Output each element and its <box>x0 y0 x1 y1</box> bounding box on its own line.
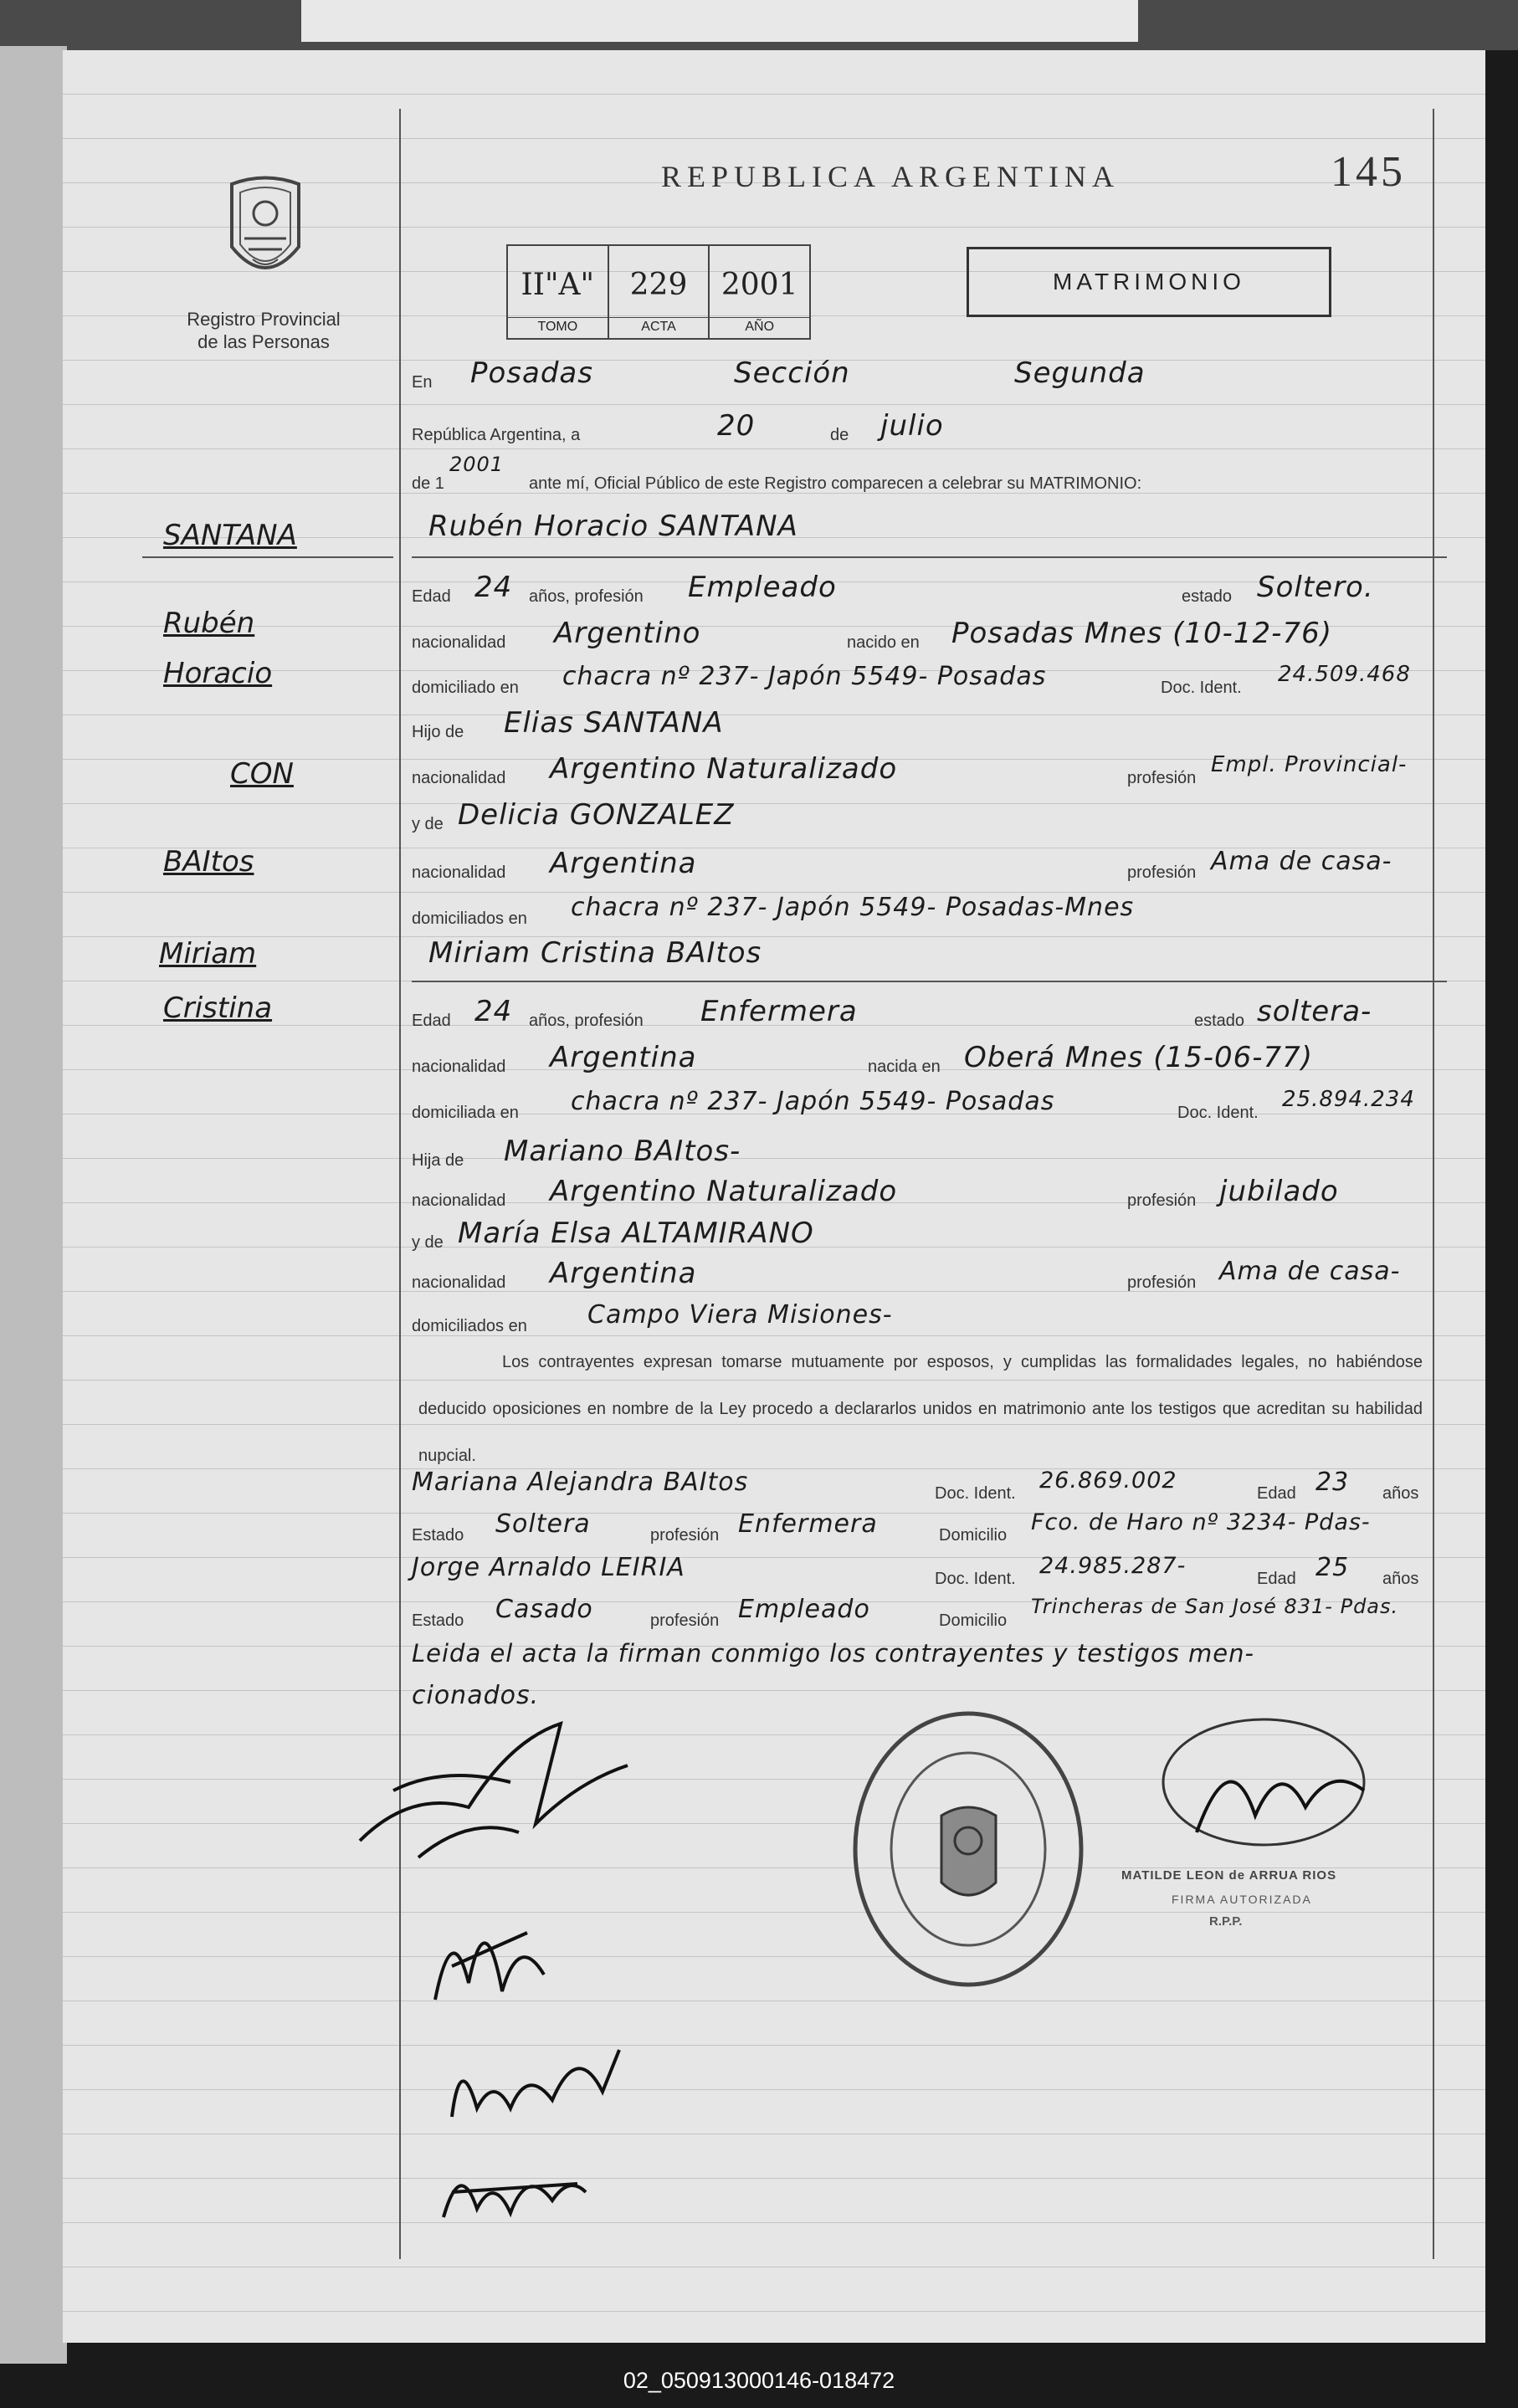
label-nacionalidad: nacionalidad <box>412 863 506 882</box>
groom-address: chacra nº 237- Japón 5549- Posadas <box>562 662 1047 691</box>
label-estado: Estado <box>412 1526 464 1545</box>
margin-conjunction: CON <box>230 757 294 791</box>
groom-father: Elias SANTANA <box>504 706 724 740</box>
witness1-doc: 26.869.002 <box>1039 1468 1177 1493</box>
signature-groom <box>343 1690 644 1874</box>
acta-reference-box <box>506 244 811 340</box>
witness2-address: Trincheras de San José 831- Pdas. <box>1031 1595 1399 1618</box>
label-nacionalidad: nacionalidad <box>412 1191 506 1210</box>
groom-mother-profession: Ama de casa- <box>1211 847 1392 876</box>
margin-groom-surname: SANTANA <box>163 519 297 552</box>
label-edad: Edad <box>412 587 451 606</box>
witness1-profession: Enfermera <box>738 1509 878 1539</box>
document-id: 02_050913000146-018472 <box>623 2368 895 2393</box>
margin-bride-first-name: Miriam <box>159 937 257 971</box>
label-en: En <box>412 373 433 392</box>
registry-stamp-icon <box>849 1707 1088 1991</box>
witness2-status: Casado <box>495 1595 593 1624</box>
day-value: 20 <box>717 409 756 443</box>
separator <box>412 981 1447 982</box>
row-bride-nationality <box>412 1041 1447 1088</box>
margin-rule <box>142 556 393 558</box>
row-witness2-details <box>412 1595 1447 1642</box>
bride-father-profession: jubilado <box>1219 1175 1339 1208</box>
groom-name: Rubén Horacio SANTANA <box>428 510 798 543</box>
label-doc: Doc. Ident. <box>1161 679 1242 697</box>
label-doc: Doc. Ident. <box>935 1484 1016 1503</box>
bride-mother-nationality: Argentina <box>550 1257 697 1290</box>
label-profesion: profesión <box>650 1526 720 1545</box>
bride-address: chacra nº 237- Japón 5549- Posadas <box>571 1087 1055 1116</box>
groom-mother: Delicia GONZALEZ <box>458 798 735 832</box>
row-groom-parents-address <box>412 893 1447 940</box>
acta-cell <box>609 246 710 338</box>
label-domiciliados: domiciliados en <box>412 1317 527 1335</box>
section-value: Segunda <box>1014 356 1146 390</box>
label-y-de: y de <box>412 1233 444 1252</box>
city-value: Posadas <box>470 356 593 390</box>
anio-cell <box>710 246 809 338</box>
label-nacionalidad: nacionalidad <box>412 1058 506 1076</box>
label-estado: Estado <box>412 1611 464 1630</box>
official-dept: R.P.P. <box>1209 1914 1243 1929</box>
row-bride-father-nat <box>412 1175 1447 1222</box>
row-groom-age <box>412 571 1447 617</box>
row-groom-mother-nat <box>412 847 1447 894</box>
witness1-address: Fco. de Haro nº 3234- Pdas- <box>1031 1509 1371 1535</box>
label-hijo: Hijo de <box>412 723 464 741</box>
tomo-cell <box>508 246 609 338</box>
witness2-age: 25 <box>1315 1553 1350 1582</box>
bride-father-nationality: Argentino Naturalizado <box>550 1175 898 1208</box>
tomo-value: II"A" <box>521 268 595 302</box>
label-domicilio: domiciliado en <box>412 679 519 697</box>
anio-label: AÑO <box>710 317 809 335</box>
bride-age: 24 <box>474 995 513 1028</box>
row-groom-name <box>412 510 1447 556</box>
label-de: de <box>830 426 849 444</box>
label-de-year: de 1 <box>412 474 444 493</box>
label-profesion: profesión <box>1127 769 1197 787</box>
year-value: 2001 <box>449 453 505 476</box>
closing-text-1: Leida el acta la firman conmigo los contrayentes y testigos men- <box>412 1639 1254 1668</box>
signature-witness2 <box>427 2142 594 2234</box>
witness1-status: Soltera <box>495 1509 591 1539</box>
groom-age: 24 <box>474 571 513 604</box>
row-closing-1 <box>412 1639 1447 1686</box>
label-profesion: profesión <box>650 1611 720 1630</box>
bride-name: Miriam Cristina BAItos <box>428 936 762 970</box>
label-y-de: y de <box>412 815 444 833</box>
official-role: FIRMA AUTORIZADA <box>1172 1893 1312 1906</box>
label-nacido: nacido en <box>847 633 920 652</box>
witness2-profession: Empleado <box>738 1595 870 1624</box>
label-estado: estado <box>1182 587 1233 606</box>
bride-birthplace: Oberá Mnes (15-06-77) <box>964 1041 1314 1074</box>
closing-text-2: cionados. <box>412 1681 540 1710</box>
label-edad: Edad <box>412 1012 451 1030</box>
label-anios: años <box>1382 1484 1419 1503</box>
groom-father-nationality: Argentino Naturalizado <box>550 752 898 786</box>
page-number: 145 <box>1331 148 1406 196</box>
previous-page-edge <box>301 0 1138 42</box>
label-republica: República Argentina, a <box>412 426 581 444</box>
row-witness1-name <box>412 1468 1447 1514</box>
intro-text: ante mí, Oficial Público de este Registro comparecen a celebrar su MATRIMONIO: <box>529 474 1142 493</box>
label-profesion: profesión <box>1127 1273 1197 1292</box>
separator <box>412 556 1447 558</box>
row-date <box>412 409 1447 456</box>
row-location <box>412 356 1447 403</box>
row-intro <box>412 453 1447 505</box>
row-groom-nationality <box>412 617 1447 663</box>
bride-mother: María Elsa ALTAMIRANO <box>458 1217 814 1250</box>
tomo-label: TOMO <box>508 317 608 335</box>
row-bride-mother-nat <box>412 1257 1447 1304</box>
row-groom-father-nat <box>412 752 1447 799</box>
label-doc: Doc. Ident. <box>1177 1104 1259 1122</box>
label-domicilio: domiciliada en <box>412 1104 519 1122</box>
groom-nationality: Argentino <box>554 617 701 650</box>
label-nacionalidad: nacionalidad <box>412 769 506 787</box>
groom-parents-address: chacra nº 237- Japón 5549- Posadas-Mnes <box>571 893 1135 922</box>
label-nacida: nacida en <box>868 1058 941 1076</box>
groom-doc: 24.509.468 <box>1278 662 1411 687</box>
groom-profession: Empleado <box>688 571 837 604</box>
registry-seal-icon <box>219 176 311 289</box>
anio-value: 2001 <box>721 268 798 302</box>
label-doc: Doc. Ident. <box>935 1570 1016 1588</box>
label-anios: años <box>1382 1570 1419 1588</box>
label-domiciliados: domiciliados en <box>412 909 527 928</box>
label-edad: Edad <box>1257 1484 1296 1503</box>
groom-birthplace: Posadas Mnes (10-12-76) <box>951 617 1332 650</box>
row-witness1-details <box>412 1509 1447 1556</box>
margin-groom-first-name: Rubén <box>163 607 255 640</box>
row-bride-age <box>412 995 1447 1042</box>
label-anios-profesion: años, profesión <box>529 1012 644 1030</box>
row-witness2-name <box>412 1553 1447 1600</box>
official-name: MATILDE LEON de ARRUA RIOS <box>1121 1868 1337 1883</box>
margin-groom-middle-name: Horacio <box>163 657 273 690</box>
label-profesion: profesión <box>1127 1191 1197 1210</box>
witness1-age: 23 <box>1315 1468 1350 1497</box>
bride-mother-profession: Ama de casa- <box>1219 1257 1401 1286</box>
label-domicilio: Domicilio <box>939 1611 1008 1630</box>
label-hija: Hija de <box>412 1151 464 1170</box>
label-edad: Edad <box>1257 1570 1296 1588</box>
groom-father-profession: Empl. Provincial- <box>1211 752 1408 777</box>
bride-nationality: Argentina <box>550 1041 697 1074</box>
row-groom-address <box>412 662 1447 709</box>
groom-mother-nationality: Argentina <box>550 847 697 880</box>
bride-father: Mariano BAItos- <box>504 1135 741 1168</box>
label-profesion: profesión <box>1127 863 1197 882</box>
label-anios-profesion: años, profesión <box>529 587 644 606</box>
acta-value: 229 <box>629 268 688 302</box>
signature-bride <box>418 1883 569 2016</box>
label-nacionalidad: nacionalidad <box>412 1273 506 1292</box>
label-domicilio: Domicilio <box>939 1526 1008 1545</box>
record-type-box: MATRIMONIO <box>967 247 1331 317</box>
label-nacionalidad: nacionalidad <box>412 633 506 652</box>
book-binding-edge <box>0 46 67 2364</box>
bride-doc: 25.894.234 <box>1282 1087 1415 1112</box>
margin-bride-surname: BAItos <box>163 845 254 879</box>
section-word: Sección <box>734 356 850 390</box>
row-bride-name <box>412 936 1447 983</box>
witness1-name: Mariana Alejandra BAItos <box>412 1468 749 1497</box>
bride-status: soltera- <box>1257 995 1372 1028</box>
bride-parents-address: Campo Viera Misiones- <box>587 1300 893 1330</box>
row-groom-mother <box>412 798 1447 845</box>
country-title: REPUBLICA ARGENTINA <box>661 160 1121 193</box>
witness2-doc: 24.985.287- <box>1039 1553 1187 1579</box>
margin-bride-middle-name: Cristina <box>163 991 273 1025</box>
row-bride-address <box>412 1087 1447 1134</box>
declaration-text: Los contrayentes expresan tomarse mutuamente por esposos, y cumplidas las formalidades legales, no habiéndose deducido oposiciones en nombre de la Ley procedo a declararlos unidos en matrimonio ante los testigos que acreditan su habilidad nupcial. <box>418 1353 1423 1465</box>
margin-divider-line <box>399 109 401 2259</box>
groom-status: Soltero. <box>1257 571 1374 604</box>
acta-label: ACTA <box>609 317 709 335</box>
registry-name: Registro Provincial de las Personas <box>187 309 341 352</box>
signature-witness1 <box>435 2025 636 2134</box>
row-groom-father <box>412 706 1447 753</box>
bride-profession: Enfermera <box>700 995 858 1028</box>
month-value: julio <box>880 409 944 443</box>
label-estado: estado <box>1194 1012 1245 1030</box>
witness2-name: Jorge Arnaldo LEIRIA <box>412 1553 685 1582</box>
